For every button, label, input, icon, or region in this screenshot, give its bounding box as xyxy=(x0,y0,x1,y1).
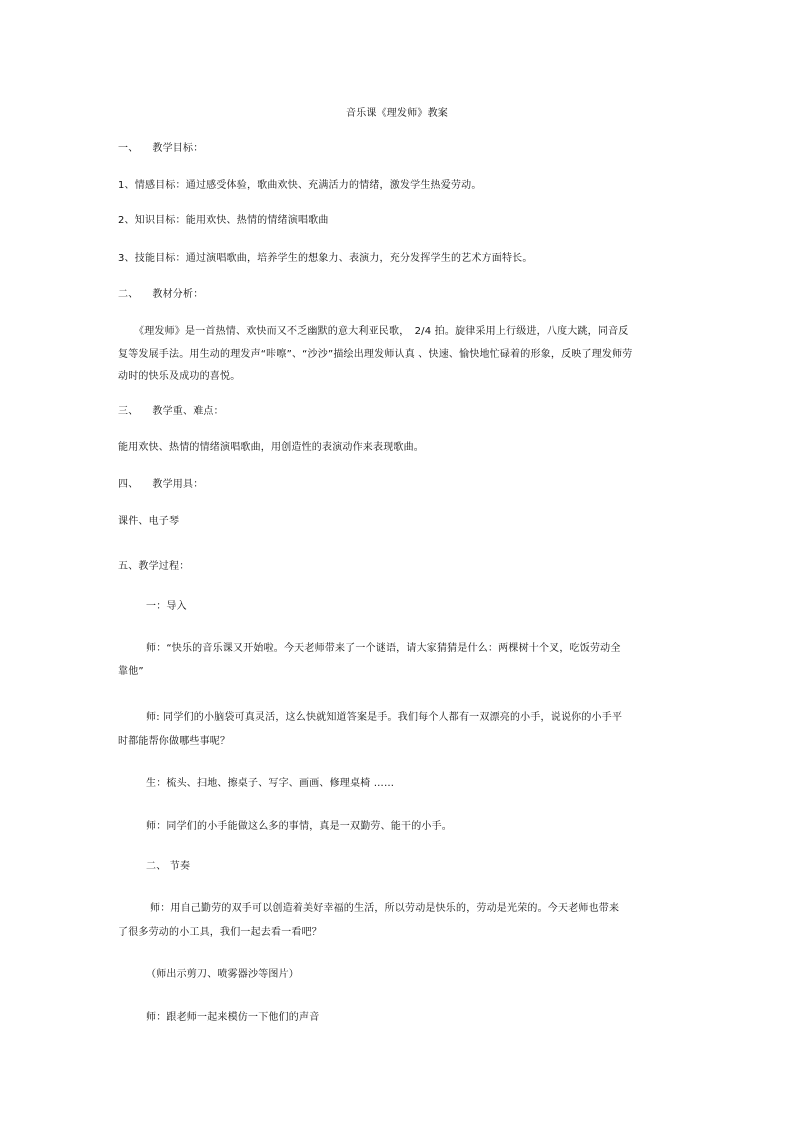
section-number: 一、 xyxy=(118,143,139,154)
section-number: 二、 xyxy=(118,289,139,300)
paragraph-riddle-line-1: 师：“快乐的音乐课又开始啦。今天老师带来了一个谜语，请大家猜猜是什么：两棵树十个叉，吃饭劳动全 xyxy=(146,643,621,654)
paragraph-hands-line-1: 师: 同学们的小脑袋可真灵活，这么快就知道答案是手。我们每个人都有一双漂亮的小手，说说你的小手平 xyxy=(146,712,623,723)
subsection-rhythm: 二、 节奏 xyxy=(146,861,191,872)
paragraph-imitate-sounds: 师：跟老师一起来模仿一下他们的声音 xyxy=(146,1012,320,1023)
analysis-line-2: 复等发展手法。用生动的理发声“咔嚓”、“沙沙”描绘出理发师认真 、快速、愉快地忙碌着的形象，反映了理发师劳 xyxy=(118,349,633,360)
paragraph-hands-line-2: 时都能帮你做哪些事呢？ xyxy=(118,736,231,747)
subsection-intro: 一：导入 xyxy=(146,601,187,612)
paragraph-student-answer: 生：梳头、扫地、擦桌子、写字、画画、修理桌椅 …… xyxy=(146,778,395,789)
goal-emotion: 1、情感目标：通过感受体验，歌曲欢快、充满活力的情绪，激发学生热爱劳动。 xyxy=(118,180,482,191)
section-label: 教学重、难点： xyxy=(152,406,224,417)
section-heading-process: 五、教学过程： xyxy=(118,561,190,572)
section-number: 四、 xyxy=(118,479,139,490)
paragraph-labor-line-2: 了很多劳动的小工具，我们一起去看一看吧？ xyxy=(118,927,322,938)
keypoints-text: 能用欢快、热情的情绪演唱歌曲，用创造性的表演动作来表现歌曲。 xyxy=(118,442,424,453)
section-label: 教材分析： xyxy=(152,289,204,300)
paragraph-show-pictures: （师出示剪刀、喷雾器沙等图片） xyxy=(146,969,299,980)
paragraph-riddle-line-2: 靠他” xyxy=(118,666,144,677)
paragraph-teacher-praise: 师：同学们的小手能做这么多的事情，真是一双勤劳、能干的小手。 xyxy=(146,821,452,832)
analysis-line-3: 动时的快乐及成功的喜悦。 xyxy=(118,371,241,382)
paragraph-labor-line-1: 师：用自己勤劳的双手可以创造着美好幸福的生活，所以劳动是快乐的，劳动是光荣的。今天老师也带来 xyxy=(150,903,620,914)
analysis-line-1: 《理发师》是一首热情、欢快而又不乏幽默的意大利亚民歌， 2/4 拍。旋律采用上行级进，八度大跳，同音反 xyxy=(134,326,629,337)
goal-knowledge: 2、知识目标：能用欢快、热情的情绪演唱歌曲 xyxy=(118,215,329,226)
section-heading-tools xyxy=(118,478,678,492)
document-title: 音乐课《理发师》教案 xyxy=(346,108,448,119)
section-heading-keypoints xyxy=(118,405,678,419)
section-label: 教学用具： xyxy=(152,479,204,490)
goal-skill: 3、技能目标：通过演唱歌曲，培养学生的想象力、表演力，充分发挥学生的艺术方面特长。 xyxy=(118,253,533,264)
section-heading-analysis xyxy=(118,288,678,302)
section-number: 三、 xyxy=(118,406,139,417)
tools-text: 课件、电子琴 xyxy=(118,516,180,527)
section-label: 教学目标： xyxy=(152,143,204,154)
section-heading-goals xyxy=(118,142,678,156)
